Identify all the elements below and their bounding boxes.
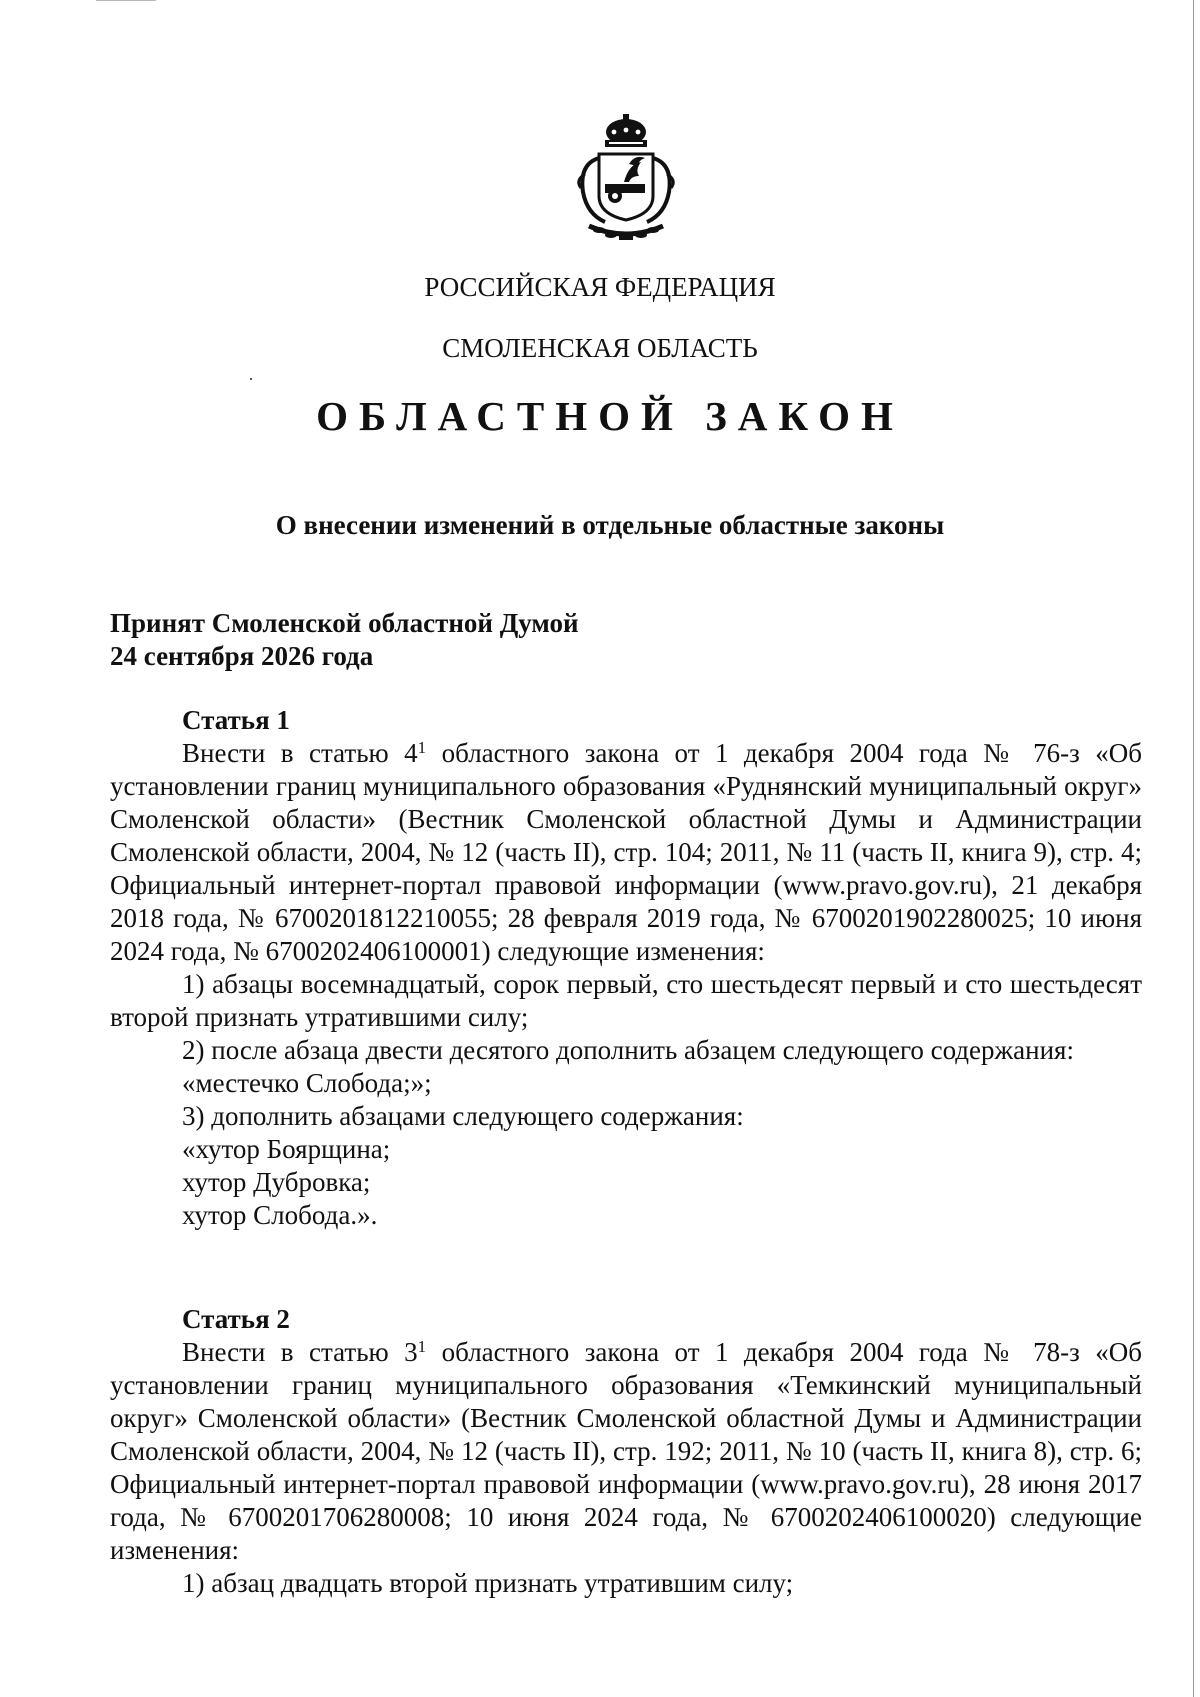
intro-text: Внести в статью 4 [182, 738, 418, 768]
intro-text: Внести в статью 3 [182, 1337, 418, 1367]
quoted-text: «хутор Боярщина; [182, 1134, 391, 1164]
state-name: РОССИЙСКАЯ ФЕДЕРАЦИЯ [424, 272, 776, 302]
article-2 [110, 1303, 1142, 1600]
adoption-line-1: Принят Смоленской областной Думой [110, 608, 579, 638]
amendment-item: 1) абзац двадцать второй признать утратившим силу; [182, 1568, 794, 1598]
quoted-text: «местечко Слобода;»; [182, 1068, 432, 1098]
scan-mark [96, 0, 156, 4]
superscript: 1 [417, 1337, 427, 1356]
adoption-date: 24 сентября 2026 года [110, 641, 374, 671]
amendment-item: 1) абзацы восемнадцатый, сорок первый, сто шестьдесят первый и сто шестьдесят второй признать утратившими силу; [110, 969, 1142, 1032]
document-title: О внесении изменений в отдельные областные законы [275, 510, 945, 540]
scan-speck [250, 378, 252, 380]
intro-text-cont: областного закона от 1 декабря 2004 года № 78-з «Об установлении границ муниципального образования «Темкинский муниципальный округ» Смоленской области» (Вестник Смоленской областной Думы и Администрации Смоленской области, 2004, № 12 (часть II), стр. 192; 2011, № 10 (часть II, книга 8), стр. 6; Официальный интернет-портал правовой информации (www.pravo.gov.ru), 28 июня 2017 года, № 6700201706280008; 10 июня 2024 года, № 6700202406100020) следующие изменения: [110, 1337, 1143, 1565]
article-heading: Статья 2 [182, 1304, 290, 1334]
document-type: ОБЛАСТНОЙ ЗАКОН [316, 393, 904, 439]
superscript: 1 [417, 738, 427, 757]
article-heading: Статья 1 [182, 705, 290, 735]
quoted-text: хутор Дубровка; [182, 1167, 371, 1197]
adoption-note [110, 607, 1142, 673]
quoted-text: хутор Слобода.». [182, 1200, 378, 1230]
amendment-item: 2) после абзаца двести десятого дополнить абзацем следующего содержания: [182, 1035, 1074, 1065]
amendment-item: 3) дополнить абзацами следующего содержания: [182, 1101, 744, 1131]
page-edge [1193, 0, 1194, 1697]
coat-of-arms-emblem [569, 114, 683, 244]
intro-text-cont: областного закона от 1 декабря 2004 года № 76-з «Об установлении границ муниципального образования «Руднянский муниципальный округ» Смоленской области» (Вестник Смоленской областной Думы и Администрации Смоленской области, 2004, № 12 (часть II), стр. 104; 2011, № 11 (часть II, книга 9), стр. 4; Официальный интернет-портал правовой информации (www.pravo.gov.ru), 21 декабря 2018 года, № 6700201812210055; 28 февраля 2019 года, № 6700201902280025; 10 июня 2024 года, № 6700202406100001) следующие изменения: [110, 738, 1143, 966]
article-intro [110, 737, 1142, 968]
article-1 [110, 704, 1142, 1232]
region-name: СМОЛЕНСКАЯ ОБЛАСТЬ [442, 333, 758, 363]
article-intro [110, 1336, 1142, 1567]
